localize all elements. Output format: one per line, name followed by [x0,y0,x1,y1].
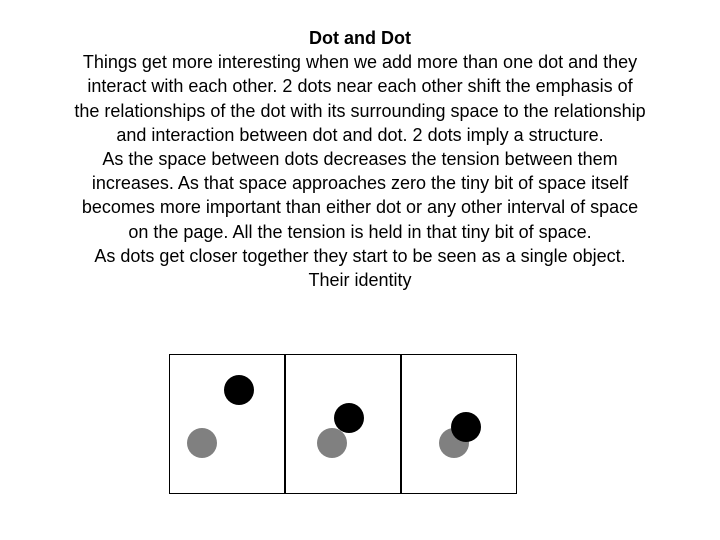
slide-title: Dot and Dot [309,28,411,48]
body-line-6: increases. As that space approaches zero the tiny bit of space itself [91,173,629,194]
gray-dot-far [187,428,217,458]
body-line-2: interact with each other. 2 dots near each other shift the emphasis of [87,76,633,97]
dot-panel-touching [401,354,517,494]
body-line-3: the relationships of the dot with its surrounding space to the relationship [74,100,646,121]
dot-panel-near [285,354,401,494]
dot-panel-far [169,354,285,494]
body-line-5: As the space between dots decreases the tension between them [102,149,618,170]
body-line-7: becomes more important than either dot or any other interval of space [81,197,639,218]
black-dot-touching [451,412,481,442]
body-line-8: on the page. All the tension is held in that tiny bit of space. [128,221,592,242]
body-line-10: Their identity [308,270,412,291]
body-line-4: and interaction between dot and dot. 2 dots imply a structure. [116,124,604,145]
body-line-1: Things get more interesting when we add more than one dot and they [82,52,638,73]
black-dot-far [224,375,254,405]
gray-dot-near [317,428,347,458]
black-dot-near [334,403,364,433]
slide-text-block [30,26,690,292]
body-line-9: As dots get closer together they start to be seen as a single object. [94,245,626,266]
